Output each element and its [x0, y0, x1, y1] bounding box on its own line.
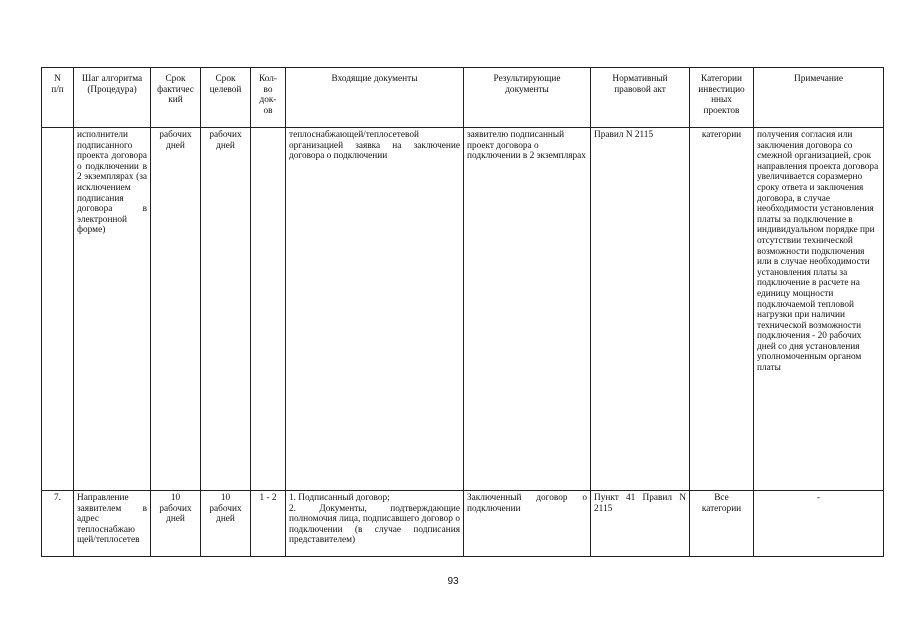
header-result-docs: Результирующие документы — [464, 68, 591, 128]
cell-result-docs: Заключенный договор о подключении — [464, 491, 591, 557]
table-row — [42, 128, 884, 491]
header-incoming-docs: Входящие документы — [286, 68, 464, 128]
cell-number — [42, 128, 74, 491]
header-term-target: Срок целевой — [201, 68, 251, 128]
table-row — [42, 491, 884, 557]
cell-normative-act: Правил N 2115 — [591, 128, 690, 491]
header-categories: Категории инвестицио нных проектов — [690, 68, 754, 128]
cell-incoming-docs: 1. Подписанный договор; 2. Документы, подтверждающие полномочия лица, подписавшего договор о подключении (в случае подписания представителем) — [286, 491, 464, 557]
header-normative-act: Нормативный правовой акт — [591, 68, 690, 128]
cell-note: получения согласия или заключения договора со смежной организацией, срок направления проекта договора увеличивается соразмерно сроку ответа и заключения договора, в случае необходимости установления платы за подключение в индивидуальном порядке при отсутствии технической возможности подключения или в случае необходимости установления платы за подключение в расчете на единицу мощности подключаемой тепловой нагрузки при наличии технической возможности подключения - 20 рабочих дней со дня установления уполномоченным органом платы — [754, 128, 884, 491]
cell-step: Направление заявителем в адрес теплоснабжаю щей/теплосетев — [74, 491, 151, 557]
table-header-row — [42, 68, 884, 128]
cell-categories: Все категории — [690, 491, 754, 557]
cell-doc-count — [251, 128, 286, 491]
procedure-table — [41, 67, 884, 557]
cell-term-actual: рабочих дней — [151, 128, 201, 491]
cell-normative-act: Пункт 41 Правил N 2115 — [591, 491, 690, 557]
cell-note: - — [754, 491, 884, 557]
header-note: Примечание — [754, 68, 884, 128]
cell-categories: категории — [690, 128, 754, 491]
cell-term-actual: 10 рабочих дней — [151, 491, 201, 557]
header-term-actual: Срок фактичес кий — [151, 68, 201, 128]
header-step: Шаг алгоритма (Процедура) — [74, 68, 151, 128]
cell-result-docs: заявителю подписанный проект договора о подключении в 2 экземплярах — [464, 128, 591, 491]
header-number: N п/п — [42, 68, 74, 128]
cell-term-target: рабочих дней — [201, 128, 251, 491]
header-doc-count: Кол- во док- ов — [251, 68, 286, 128]
cell-step: исполнители подписанного проекта договора о подключении в 2 экземплярах (за исключением подписания договора в электронной форме) — [74, 128, 151, 491]
cell-number: 7. — [42, 491, 74, 557]
cell-doc-count: 1 - 2 — [251, 491, 286, 557]
cell-incoming-docs: теплоснабжающей/теплосетевой организацией заявка на заключение договора о подключении — [286, 128, 464, 491]
page-number: 93 — [447, 576, 459, 587]
cell-term-target: 10 рабочих дней — [201, 491, 251, 557]
